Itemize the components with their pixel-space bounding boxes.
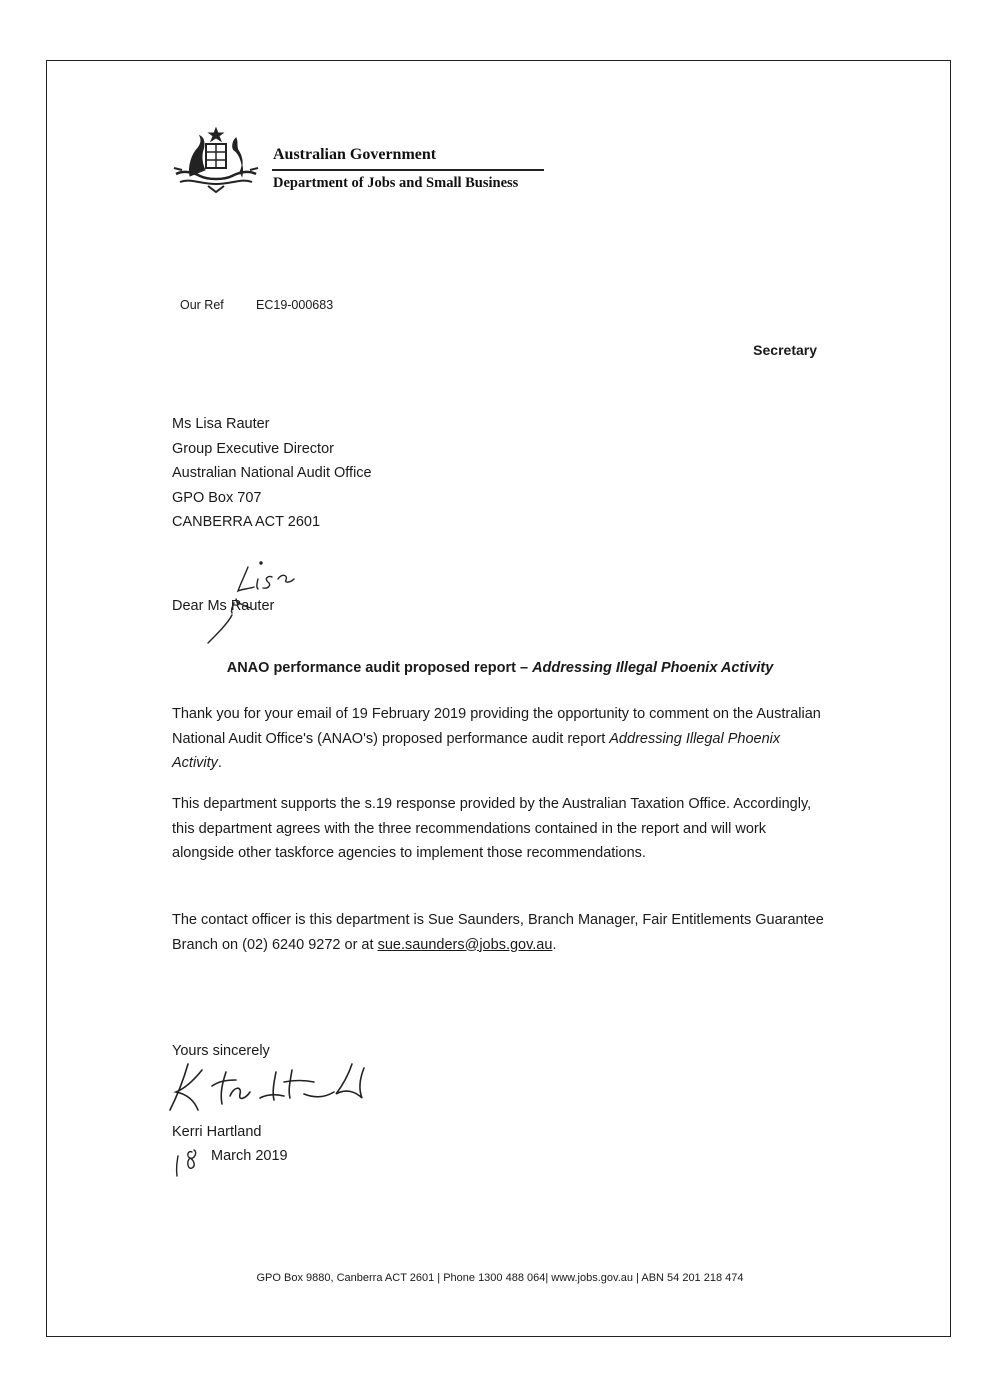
contact-email-link[interactable]: sue.saunders@jobs.gov.au [377,936,553,953]
subject-title: Addressing Illegal Phoenix Activity [532,660,774,676]
address-line: CANBERRA ACT 2601 [172,514,321,530]
recipient-address [172,412,372,535]
subject-prefix: ANAO performance audit proposed report – [226,660,533,676]
letterhead-rule [272,169,544,171]
department-name: Department of Jobs and Small Business [273,175,519,191]
body-paragraph-3: The contact officer is this department is Sue Saunders, Branch Manager, Fair Entitlements Guarantee Branch on (02) 6240 9272 or at sue.saunders@jobs.gov.au. [172,912,824,953]
office-title: Secretary [753,342,817,358]
handwritten-date-day [174,1146,210,1180]
signer-name: Kerri Hartland [172,1124,262,1140]
address-line: Australian National Audit Office [172,465,372,481]
address-line: Ms Lisa Rauter [172,416,270,432]
valediction: Yours sincerely [172,1043,270,1059]
report-title: Addressing Illegal Phoenix Activity [172,730,781,771]
coat-of-arms-icon [170,126,262,194]
address-line: GPO Box 707 [172,489,262,506]
address-line: Group Executive Director [172,440,334,457]
salutation: Dear Ms Rauter [172,598,275,614]
government-name: Australian Government [273,146,437,163]
reference-label: Our Ref [180,298,224,312]
subject-line [0,660,1000,676]
handwritten-signature [164,1058,384,1118]
body-paragraph-1: Thank you for your email of 19 February 2019 providing the opportunity to comment on the Australian National Audit Office's (ANAO's) proposed performance audit report Addressing Illegal Phoenix Activity. [172,706,821,771]
body-paragraph-2: This department supports the s.19 response provided by the Australian Taxation Office. Accordingly, this department agrees with the three recommendations contained in the report and will work alongside other taskforce agencies to implement those recommendations. [172,796,812,861]
reference-value: EC19-000683 [256,298,334,312]
letter-date: March 2019 [211,1148,288,1164]
handwritten-salutation-signature [198,555,338,645]
footer-contact: GPO Box 9880, Canberra ACT 2601 | Phone 1300 488 064| www.jobs.gov.au | ABN 54 201 218 474 [256,1272,744,1284]
